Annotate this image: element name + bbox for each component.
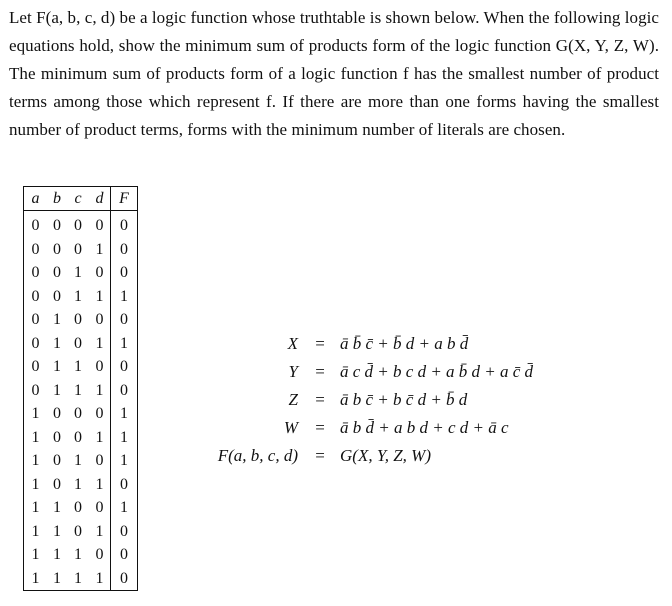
input-cell: 1 [74,475,82,493]
table-row [24,379,138,403]
input-cell: 1 [74,546,82,563]
input-cell: 0 [74,522,82,540]
equation-rhs: ā b̄ c̄ + b̄ d + a b d̄ [340,334,469,353]
truth-table-header [24,187,138,211]
equation-lhs: W [283,418,298,437]
input-cell: 1 [95,381,104,399]
input-cell: 0 [31,240,40,258]
table-row [24,496,138,520]
output-cell: 0 [111,473,138,497]
input-cell: 0 [74,405,82,422]
output-cell: 0 [111,355,138,379]
input-cell: 0 [53,405,61,422]
input-cell: 0 [74,240,82,258]
header-a: a [24,187,48,211]
input-cell: 1 [95,287,104,305]
input-cell: 0 [95,499,104,516]
input-cell: 1 [95,334,104,352]
input-cell: 0 [31,334,40,352]
input-cell: 0 [53,240,61,258]
input-cell: 1 [31,569,40,587]
input-cell: 1 [53,334,61,352]
input-cell: 0 [31,217,40,234]
input-cell: 1 [74,264,82,281]
table-row [24,402,138,426]
input-cell: 0 [95,264,104,281]
header-f: F [111,187,138,211]
input-cell: 0 [74,499,82,516]
output-cell: 0 [111,567,138,591]
input-cell: 1 [31,428,40,446]
table-row [24,211,138,238]
input-cell: 1 [74,452,82,469]
header-c: c [67,187,89,211]
input-cell: 1 [53,381,61,399]
equation-rhs: ā b d̄ + a b d + c d + ā c [340,418,509,437]
input-cell: 0 [53,452,61,469]
input-cell: 0 [31,358,40,375]
input-cell: 0 [74,311,82,328]
input-cell: 1 [74,381,82,399]
input-cell: 1 [31,452,40,469]
table-row [24,308,138,332]
table-row [24,543,138,567]
input-cell: 0 [95,452,104,469]
input-cell: 1 [53,546,61,563]
input-cell: 1 [95,569,104,587]
input-cell: 0 [53,264,61,281]
table-row [24,355,138,379]
input-cell: 1 [95,475,104,493]
table-row [24,520,138,544]
input-cell: 0 [53,475,61,493]
input-cell: 0 [95,546,104,563]
table-row [24,261,138,285]
equation-lhs: F(a, b, c, d) [217,446,298,465]
input-cell: 1 [95,522,104,540]
table-row [24,285,138,309]
equals-sign: = [315,446,325,465]
output-cell: 1 [111,285,138,309]
problem-statement: Let F(a, b, c, d) be a logic function whose truthtable is shown below. When the following logic equations hold, show the minimum sum of products form of the logic function G(X, Y, Z, W). The minimum sum of products form of a logic function f has the smallest number of product terms among those which represent f. If there are more than one forms having the smallest number of product terms, forms with the minimum number of literals are chosen. [9,8,659,139]
output-cell: 0 [111,211,138,238]
input-cell: 0 [95,405,104,422]
output-cell: 0 [111,379,138,403]
input-cell: 1 [74,287,82,305]
input-cell: 1 [95,240,104,258]
input-cell: 0 [31,264,40,281]
input-cell: 1 [31,405,40,422]
input-cell: 0 [95,311,104,328]
input-cell: 0 [74,217,82,234]
input-cell: 0 [74,334,82,352]
equation-rhs: ā c d̄ + b c d + a b̄ d + a c̄ d̄ [340,362,534,381]
equation-lhs: Y [288,362,298,381]
input-cell: 0 [95,358,104,375]
header-d: d [89,187,111,211]
table-row [24,473,138,497]
input-cell: 0 [74,428,82,446]
output-cell: 1 [111,402,138,426]
output-cell: 1 [111,496,138,520]
equals-sign: = [315,418,325,437]
equation-rhs: ā b c̄ + b c̄ d + b̄ d [340,390,468,409]
output-cell: 1 [111,332,138,356]
input-cell: 0 [31,311,40,328]
input-cell: 1 [74,569,82,587]
input-cell: 0 [95,217,104,234]
table-row [24,238,138,262]
equation-lhs: X [287,334,298,353]
output-cell: 0 [111,308,138,332]
input-cell: 1 [31,499,40,516]
input-cell: 1 [53,358,61,375]
truth-table [23,186,138,591]
input-cell: 1 [31,475,40,493]
input-cell: 0 [31,381,40,399]
input-cell: 0 [53,428,61,446]
input-cell: 1 [53,311,61,328]
input-cell: 1 [74,358,82,375]
output-cell: 1 [111,426,138,450]
output-cell: 0 [111,261,138,285]
table-row [24,426,138,450]
equals-sign: = [315,334,325,353]
equation-rhs: G(X, Y, Z, W) [340,446,431,465]
input-cell: 1 [53,569,61,587]
equals-sign: = [315,390,325,409]
input-cell: 1 [53,499,61,516]
output-cell: 0 [111,238,138,262]
table-row [24,567,138,591]
table-row [24,449,138,473]
input-cell: 0 [31,287,40,305]
equals-sign: = [315,362,325,381]
input-cell: 1 [31,522,40,540]
input-cell: 1 [31,546,40,563]
input-cell: 0 [53,287,61,305]
input-cell: 1 [53,522,61,540]
table-row [24,332,138,356]
output-cell: 0 [111,520,138,544]
output-cell: 0 [111,543,138,567]
equation-lhs: Z [288,390,298,409]
input-cell: 1 [95,428,104,446]
input-cell: 0 [53,217,61,234]
header-b: b [47,187,67,211]
output-cell: 1 [111,449,138,473]
